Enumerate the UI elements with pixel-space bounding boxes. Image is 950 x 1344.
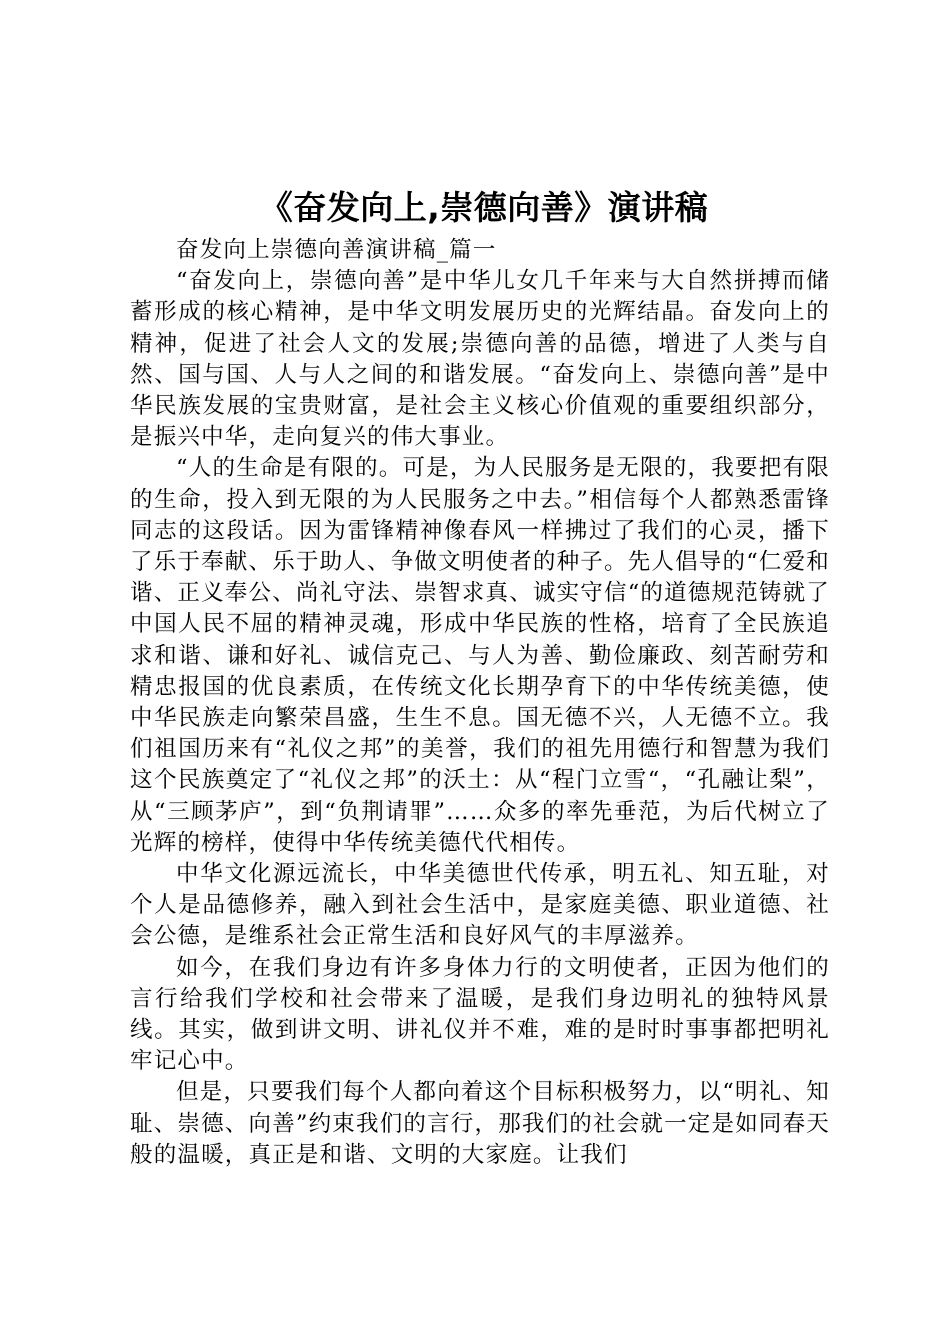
paragraph-1: “奋发向上，崇德向善”是中华儿女几千年来与大自然拼搏而储蓄形成的核心精神，是中华文明发展历史的光辉结晶。奋发向上的精神，促进了社会人文的发展;崇德向善的品德，增进了人类与自然、国与国、人与人之间的和谐发展。“奋发向上、崇德向善”是中华民族发展的宝贵财富，是社会主义核心价值观的重要组织部分，是振兴中华，走向复兴的伟大事业。 [130,268,830,451]
document-title: 《奋发向上,崇德向善》演讲稿 [259,188,709,227]
paragraph-4: 如今，在我们身边有许多身体力行的文明使者，正因为他们的言行给我们学校和社会带来了温暖，是我们身边明礼的独特风景线。其实，做到讲文明、讲礼仪并不难，难的是时时事事都把明礼牢记心中。 [130,954,830,1075]
paragraph-5: 但是，只要我们每个人都向着这个目标积极努力，以“明礼、知耻、崇德、向善”约束我们的言行，那我们的社会就一定是如同春天般的温暖，真正是和谐、文明的大家庭。让我们 [130,1079,831,1168]
paragraph-2: “人的生命是有限的。可是，为人民服务是无限的，我要把有限的生命，投入到无限的为人民服务之中去。”相信每个人都熟悉雷锋同志的这段话。因为雷锋精神像春风一样拂过了我们的心灵，播下了乐于奉献、乐于助人、争做文明使者的种子。先人倡导的“仁爱和谐、正义奉公、尚礼守法、崇智求真、诚实守信“的道德规范铸就了中国人民不屈的精神灵魂，形成中华民族的性格，培育了全民族追求和谐、谦和好礼、诚信克己、与人为善、勤俭廉政、刻苦耐劳和精忠报国的优良素质，在传统文化长期孕育下的中华传统美德，使中华民族走向繁荣昌盛，生生不息。国无德不兴，人无德不立。我们祖国历来有“礼仪之邦”的美誉，我们的祖先用德行和智慧为我们这个民族奠定了“礼仪之邦”的沃土：从“程门立雪“，“孔融让梨”，从“三顾茅庐”，到“负荆请罪”……众多的率先垂范，为后代树立了光辉的榜样，使得中华传统美德代代相传。 [130,455,831,856]
paragraph-3: 中华文化源远流长，中华美德世代传承，明五礼、知五耻，对个人是品德修养，融入到社会生活中，是家庭美德、职业道德、社会公德，是维系社会正常生活和良好风气的丰厚滋养。 [130,861,830,950]
document-page [130,184,830,1171]
document-subtitle: 奋发向上崇德向善演讲稿_篇一 [176,237,497,263]
